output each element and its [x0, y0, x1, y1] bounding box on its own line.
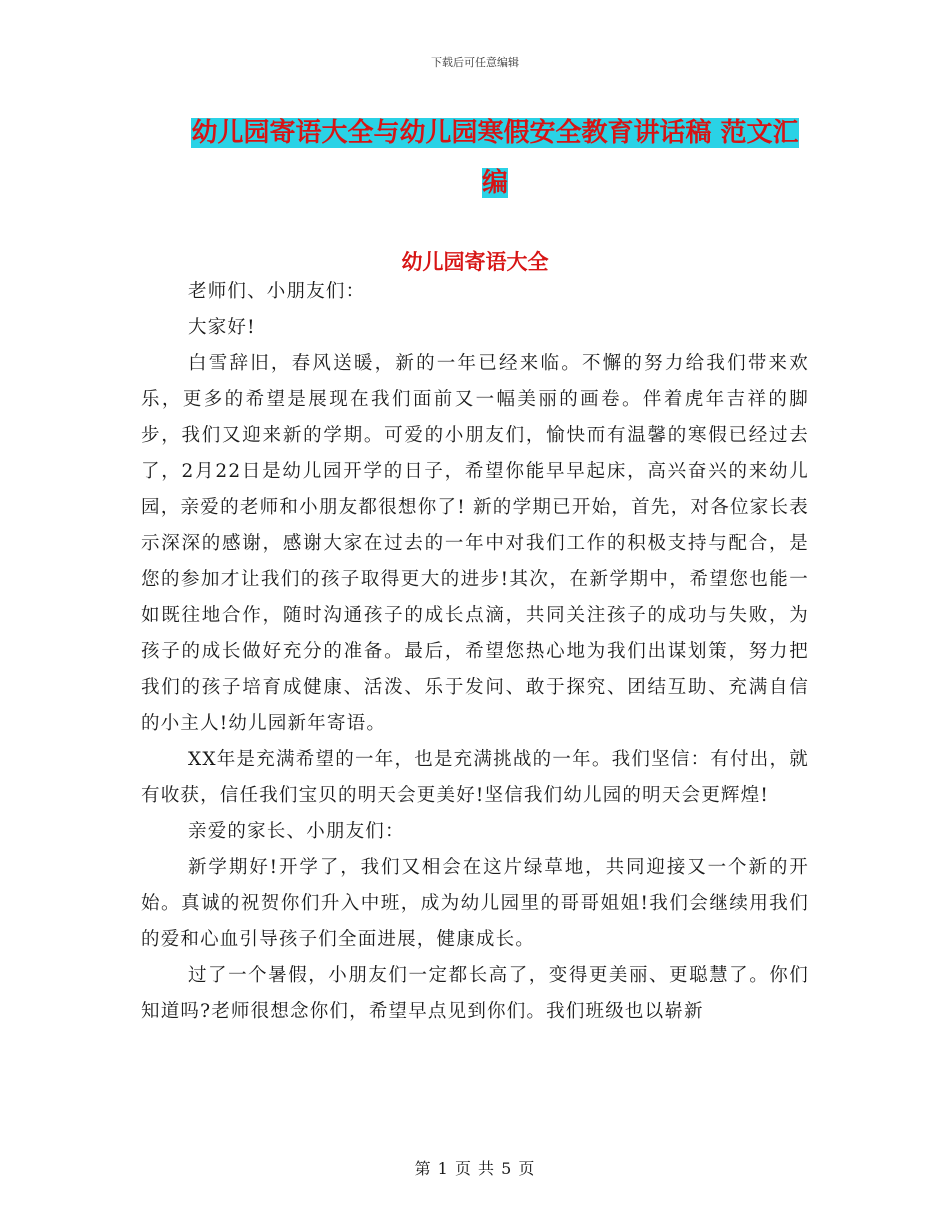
document-title-line-1: 幼儿园寄语大全与幼儿园寒假安全教育讲话稿 范文汇 — [191, 118, 799, 148]
paragraph-main: 白雪辞旧，春风送暖，新的一年已经来临。不懈的努力给我们带来欢乐，更多的希望是展现在我们面前又一幅美丽的画卷。伴着虎年吉祥的脚步，我们又迎来新的学期。可爱的小朋友们，愉快而有温馨的寒假已经过去了，2月22日是幼儿园开学的日子，希望你能早早起床，高兴奋兴的来幼儿园，亲爱的老师和小朋友都很想你了! 新的学期已开始，首先，对各位家长表示深深的感谢，感谢大家在过去的一年中对我们工作的积极支持与配合，是您的参加才让我们的孩子取得更大的进步!其次，在新学期中，希望您也能一如既往地合作，随时沟通孩子的成长点滴，共同关注孩子的成功与失败，为孩子的成长做好充分的准备。最后，希望您热心地为我们出谋划策，努力把我们的孩子培育成健康、活泼、乐于发问、敢于探究、团结互助、充满自信的小主人!幼儿园新年寄语。 — [141, 353, 809, 734]
document-title-line-2: 编 — [481, 168, 508, 198]
paragraph-parents-greeting: 亲爱的家长、小朋友们： — [188, 821, 405, 842]
paragraph-new-semester: 新学期好!开学了，我们又相会在这片绿草地，共同迎接又一个新的开始。真诚的祝贺你们升入中班，成为幼儿园里的哥哥姐姐!我们会继续用我们的爱和心血引导孩子们全面进展，健康成长。 — [141, 857, 809, 950]
section-title: 幼儿园寄语大全 — [401, 250, 549, 274]
page-header: 下载后可任意编辑 — [431, 56, 519, 69]
page-number: 第 1 页 共 5 页 — [414, 1159, 536, 1178]
paragraph-new-year: XX年是充满希望的一年，也是充满挑战的一年。我们坚信：有付出，就有收获，信任我们宝贝的明天会更美好!坚信我们幼儿园的明天会更辉煌! — [141, 749, 809, 806]
document-title — [140, 108, 850, 208]
paragraph-hello: 大家好! — [188, 317, 256, 338]
paragraph-summer: 过了一个暑假，小朋友们一定都长高了，变得更美丽、更聪慧了。你们知道吗?老师很想念你们，希望早点见到你们。我们班级也以崭新 — [141, 965, 809, 1022]
document-body — [141, 274, 809, 1030]
paragraph-greeting: 老师们、小朋友们： — [188, 281, 366, 302]
